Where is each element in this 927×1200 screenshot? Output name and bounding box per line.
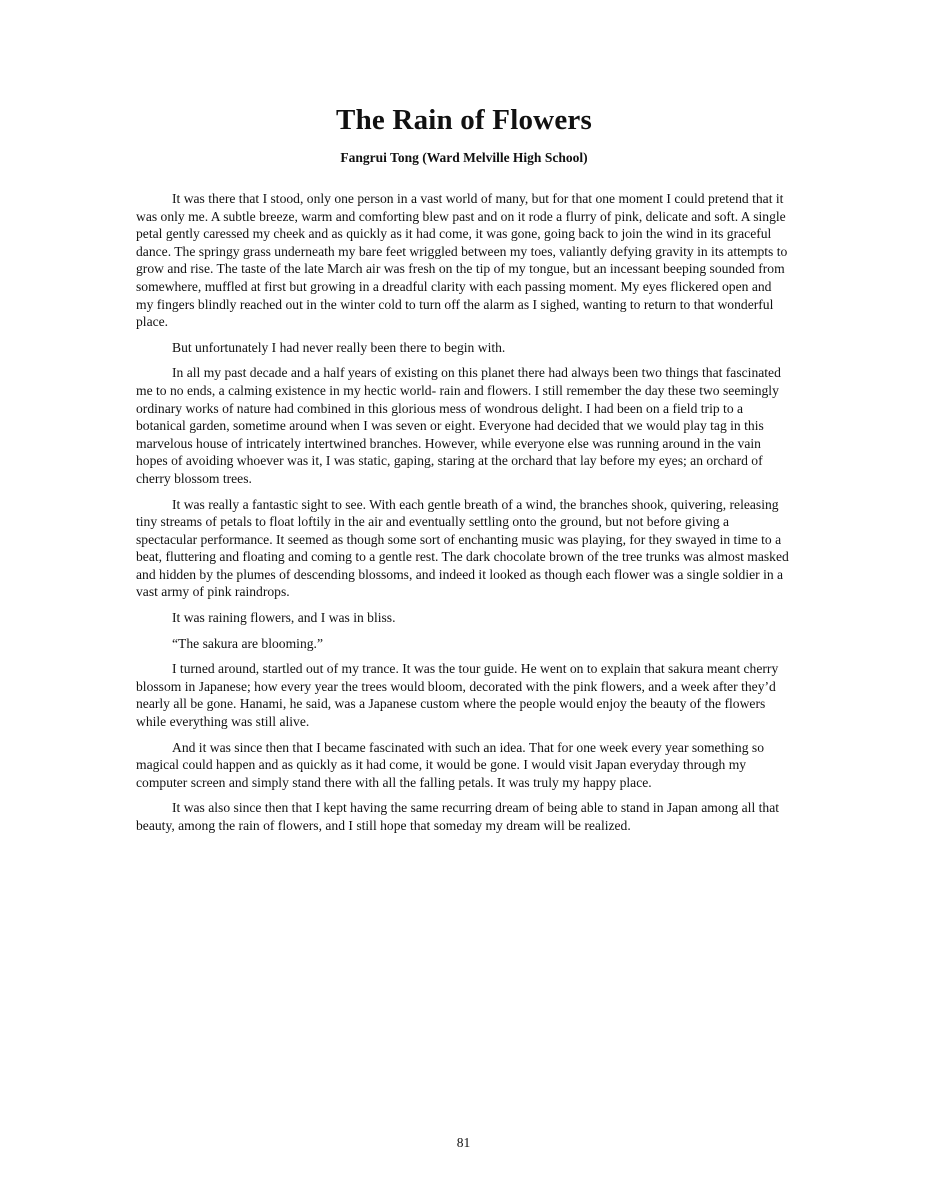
byline: Fangrui Tong (Ward Melville High School) bbox=[340, 150, 588, 165]
paragraph: But unfortunately I had never really been there to begin with. bbox=[172, 339, 506, 355]
paragraph: It was also since then that I kept having the same recurring dream of being able to stand in Japan among all that beauty, among the rain of flowers, and I still hope that someday my dream will be realized. bbox=[136, 800, 779, 833]
essay-body bbox=[136, 190, 792, 835]
paragraph: It was really a fantastic sight to see. With each gentle breath of a wind, the branches shook, quivering, releasing tiny streams of petals to float loftily in the air and eventually settling onto the ground, but not before giving a spectacular performance. It seemed as though some sort of enchanting music was playing, for they swayed in time to a beat, fluttering and floating and coming to a gentle rest. The dark chocolate brown of the tree trunks was almost masked and hidden by the plumes of descending blossoms, and indeed it looked as though each flower was a single soldier in a vast army of pink raindrops. bbox=[136, 496, 789, 600]
page-number: 81 bbox=[456, 1135, 471, 1150]
page-title: The Rain of Flowers bbox=[336, 104, 592, 136]
paragraph: I turned around, startled out of my trance. It was the tour guide. He went on to explain that sakura meant cherry blossom in Japanese; how every year the trees would bloom, decorated with the pink flowers, and a week after they’d nearly all be gone. Hanami, he said, was a Japanese custom where the people would enjoy the beauty of the flowers while everything was still alive. bbox=[136, 661, 779, 730]
document-content bbox=[136, 104, 792, 843]
paragraph: And it was since then that I became fascinated with such an idea. That for one week every year something so magical could happen and as quickly as it had come, it would be gone. I would visit Japan everyday through my computer screen and simply stand there with all the falling petals. It was truly my happy place. bbox=[136, 739, 765, 790]
paragraph: It was raining flowers, and I was in bliss. bbox=[172, 610, 396, 626]
paragraph: In all my past decade and a half years of existing on this planet there had always been two things that fascinated me to no ends, a calming existence in my hectic world- rain and flowers. I still remember the day these two seemingly ordinary works of nature had combined in this glorious mess of wondrous delight. I had been on a field trip to a botanical garden, sometime around when I was seven or eight. Everyone had decided that we would play tag in this marvelous house of intricately intertwined branches. However, while everyone else was running around in the vain hopes of avoiding whoever was it, I was static, gaping, staring at the orchard that lay before my eyes; an orchard of cherry blossom trees. bbox=[136, 365, 781, 486]
paragraph: It was there that I stood, only one person in a vast world of many, but for that one moment I could pretend that it was only me. A subtle breeze, warm and comforting blew past and on it rode a flurry of pink, delicate and soft. A single petal gently caressed my cheek and as quickly as it had come, it was gone, going back to join the wind in its graceful dance. The springy grass underneath my bare feet wriggled between my toes, valiantly defying gravity in its attempts to grow and rise. The taste of the late March air was fresh on the tip of my tongue, but an incessant beeping sounded from somewhere, muffled at first but growing in a dreadful clarity with each passing moment. My eyes flickered open and my fingers blindly reached out in the winter cold to turn off the alarm as I sighed, wanting to return to that wonderful place. bbox=[136, 191, 788, 330]
paragraph: “The sakura are blooming.” bbox=[172, 635, 323, 651]
